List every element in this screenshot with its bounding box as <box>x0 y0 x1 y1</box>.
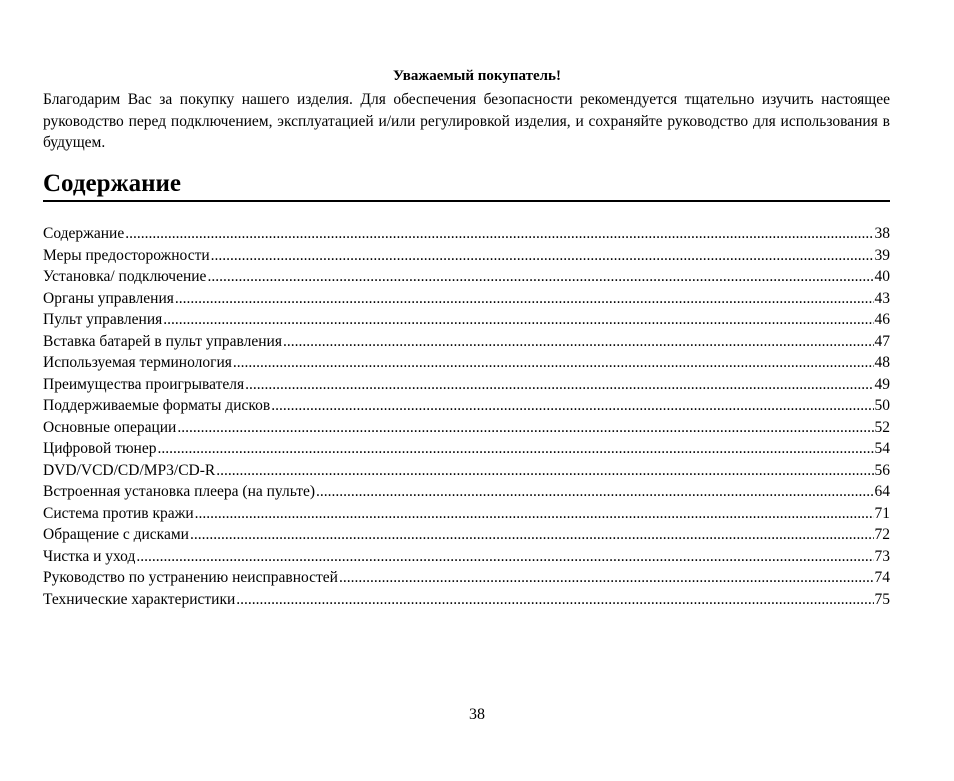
toc-entry-label: Основные операции <box>43 418 177 436</box>
toc-entry-label: Технические характеристики <box>43 590 236 608</box>
toc-dot-leader <box>245 374 873 396</box>
toc-entry-installation[interactable] <box>43 266 890 288</box>
toc-entry-page: 74 <box>874 569 890 586</box>
toc-entry-label: Органы управления <box>43 289 174 307</box>
toc-entry-label: DVD/VCD/CD/MP3/CD-R <box>43 461 216 479</box>
toc-entry-cleaning[interactable] <box>43 546 890 568</box>
toc-entry-troubleshooting[interactable] <box>43 567 890 589</box>
toc-entry-precautions[interactable] <box>43 245 890 267</box>
toc-entry-terminology[interactable] <box>43 352 890 374</box>
toc-entry-page: 56 <box>874 461 890 479</box>
toc-entry-label: Установка/ подключение <box>43 268 207 285</box>
toc-entry-anti-theft[interactable] <box>43 503 890 525</box>
toc-dot-leader <box>195 503 874 525</box>
toc-dot-leader <box>136 546 873 568</box>
toc-entry-contents[interactable] <box>43 223 890 245</box>
toc-entry-basic-operations[interactable] <box>43 417 890 439</box>
toc-entry-label: Система против кражи <box>43 504 194 522</box>
toc-entry-controls[interactable] <box>43 288 890 310</box>
toc-entry-page: 52 <box>874 418 890 436</box>
toc-entry-label: Пульт управления <box>43 311 163 328</box>
toc-entry-page: 48 <box>874 354 890 371</box>
toc-entry-label: Цифровой тюнер <box>43 440 157 457</box>
toc-entry-label: Содержание <box>43 225 125 242</box>
toc-entry-digital-tuner[interactable] <box>43 438 890 460</box>
toc-entry-page: 50 <box>874 397 890 414</box>
toc-entry-page: 47 <box>874 332 890 350</box>
toc-entry-page: 40 <box>874 268 890 285</box>
toc-entry-page: 46 <box>874 311 890 328</box>
toc-entry-page: 73 <box>874 547 890 565</box>
greeting-title: Уважаемый покупатель! <box>393 68 561 84</box>
toc-entry-label: Поддерживаемые форматы дисков <box>43 397 271 414</box>
toc-dot-leader <box>190 524 874 546</box>
toc-dot-leader <box>316 481 873 503</box>
toc-entry-page: 71 <box>874 504 890 522</box>
toc-entry-label: Обращение с дисками <box>43 526 189 543</box>
toc-entry-page: 64 <box>874 483 890 500</box>
toc-dot-leader <box>163 309 873 331</box>
toc-entry-label: Руководство по устранению неисправностей <box>43 569 338 586</box>
table-of-contents <box>43 223 890 610</box>
toc-dot-leader <box>125 223 873 245</box>
toc-entry-label: Встроенная установка плеера (на пульте) <box>43 483 316 500</box>
toc-entry-page: 72 <box>874 526 890 543</box>
toc-dot-leader <box>157 438 873 460</box>
toc-entry-battery-insertion[interactable] <box>43 331 890 353</box>
toc-entry-specifications[interactable] <box>43 589 890 611</box>
toc-entry-page: 39 <box>874 246 890 264</box>
toc-entry-player-advantages[interactable] <box>43 374 890 396</box>
toc-dot-leader <box>271 395 873 417</box>
toc-dot-leader <box>211 245 874 267</box>
toc-entry-disc-formats[interactable] <box>43 395 890 417</box>
toc-entry-page: 49 <box>874 375 890 393</box>
toc-entry-label: Преимущества проигрывателя <box>43 375 245 393</box>
toc-dot-leader <box>216 460 873 482</box>
toc-entry-remote-control[interactable] <box>43 309 890 331</box>
toc-entry-label: Меры предосторожности <box>43 246 210 264</box>
toc-dot-leader <box>175 288 874 310</box>
toc-entry-page: 54 <box>874 440 890 457</box>
toc-entry-page: 43 <box>874 289 890 307</box>
page-number: 38 <box>469 706 485 723</box>
toc-entry-page: 75 <box>874 590 890 608</box>
toc-entry-disc-handling[interactable] <box>43 524 890 546</box>
toc-entry-dvd-vcd-cd[interactable] <box>43 460 890 482</box>
toc-dot-leader <box>339 567 874 589</box>
toc-entry-page: 38 <box>874 225 890 242</box>
toc-dot-leader <box>207 266 873 288</box>
toc-dot-leader <box>233 352 874 374</box>
toc-entry-label: Используемая терминология <box>43 354 232 371</box>
intro-paragraph: Благодарим Вас за покупку нашего изделия. Для обеспечения безопасности рекомендуется тщательно изучить настоящее руководство перед подключением, эксплуатацией и/или регулировкой изделия, и сохраняйте руководство для использования в будущем. <box>43 91 890 151</box>
toc-heading: Содержание <box>43 168 890 202</box>
toc-dot-leader <box>177 417 873 439</box>
toc-entry-label: Вставка батарей в пульт управления <box>43 332 282 350</box>
toc-dot-leader <box>283 331 874 353</box>
toc-entry-built-in-setup[interactable] <box>43 481 890 503</box>
toc-entry-label: Чистка и уход <box>43 547 136 565</box>
toc-dot-leader <box>236 589 873 611</box>
